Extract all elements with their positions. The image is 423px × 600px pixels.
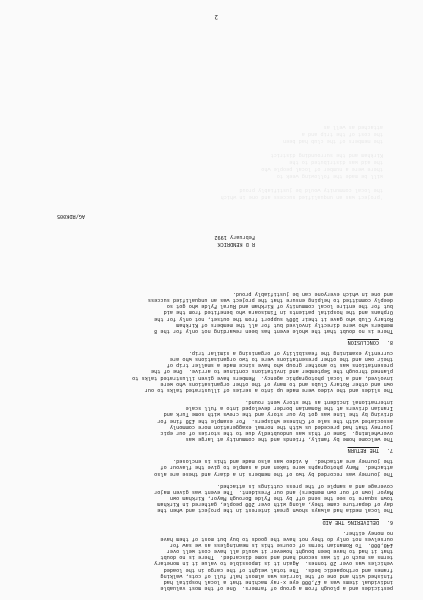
text-line: the aid was distributed to the (289, 159, 383, 165)
text-line: Kirkham and the surrounding district (270, 152, 383, 158)
signature-block (214, 233, 255, 247)
text-line: ourselves not only do they not have the goods to buy but most of them have (160, 535, 393, 542)
section-title: CONCLUSION (347, 338, 379, 345)
sections (24, 291, 393, 525)
text-line (24, 477, 393, 483)
text-line: there were a number of local people who (261, 166, 383, 172)
section-body (24, 291, 393, 334)
section-heading (24, 447, 393, 453)
text-line (43, 179, 383, 186)
text-line: the journey are attached. A video was also made and this is enclosed. (172, 458, 393, 465)
text-line: £40,000. To Romanian terms of course this is meaningless as we saw for (169, 542, 393, 549)
author-name: R D KENDRICK (217, 241, 255, 247)
text-line: attached. Many photographs were taken and a sample to give the flavour of (160, 464, 393, 471)
text-line: presentations was to another group who have since made a smaller trip of (166, 362, 393, 369)
text-line: Iranian drivers at the Romanian border developed into a full scale (185, 405, 393, 412)
text-line: terms as much of it was second hand and some discarded. There is no doubt (160, 554, 393, 561)
section-number: 7. (386, 447, 393, 454)
bleed-through-text (43, 20, 383, 200)
text-line: finished with and one of the lorries was almost half full of cots, walking (160, 572, 393, 579)
text-line: attached as well as (323, 124, 383, 130)
document-reference: AG/RDK005 (56, 213, 85, 219)
section-heading (24, 339, 393, 345)
text-line: journey that had preceded us with the normal exaggeration more commonly (169, 423, 393, 430)
text-line: but for the entire local community of Kirkham and Rural Fylde who got so (166, 303, 393, 310)
text-line: and one in which everyone can be justifiably proud. (232, 290, 393, 297)
text-line: 'project was an unqualified success and one in which (220, 194, 383, 200)
text-line: The journey was recorded by two of the members in a diary and these are also (154, 470, 393, 477)
text-line: Rotary Club who gave it their 100% support from the outset, not only for the (154, 315, 393, 322)
text-line: international incident as the story went round. (245, 399, 393, 406)
text-line: The welcome home by family, friends and the community at large was (185, 436, 393, 443)
page-number: 2 (214, 13, 218, 20)
text-line: pesticides and a plough from a group of farmers. One of the most valuable (160, 585, 393, 591)
text-line: Orphans and the hospital patients in Timisoara who benefited from the aid (163, 309, 393, 316)
section-body (24, 458, 393, 513)
document-body (24, 286, 393, 591)
text-line: the members of the club had been (283, 138, 383, 144)
text-line: overwhelming. Some of this was undoubtedly due to the stories of our epic (160, 429, 393, 436)
text-line: day of departure came they, along with over 200 people, gathered in Kirkham (157, 501, 393, 508)
text-line (43, 144, 383, 151)
section-number: 6. (386, 518, 393, 525)
text-line: planned through the September and invitations continue to arrive. One of the (150, 368, 393, 375)
text-line: members who were directly involved but for all the members of Kirkham (176, 321, 393, 328)
text-line: There is no doubt that the whole event has been rewarding not only for the 8 (154, 327, 393, 334)
text-line: that it had to have been bought however it would all have cost well over (166, 548, 393, 555)
text-line: Mayor (own of our own members) and our President. The event was given major (154, 489, 393, 496)
text-line: individual items was a £7,000 eye x-ray machine that a local hospital had (163, 578, 393, 585)
text-line: driving by the line was got by our story and the crews with some Turk and (163, 411, 393, 418)
text-line: their own and the other presentations were to two organisations who are (169, 356, 393, 363)
text-line: currently examining the feasibility of organising a similar trip. (188, 350, 393, 357)
section-number: 8. (386, 338, 393, 345)
text-line: the cost of the trip and a (301, 131, 383, 137)
text-line: vehicles was over 20 tonnes. Again it is impossible to value it in monetary (154, 560, 393, 567)
section-title: DELIVERING THE AID (322, 518, 379, 525)
text-line: the local community would be justifiably proud (239, 187, 383, 193)
text-line: The local media had always shown great interest in the project and when the (157, 507, 393, 514)
text-line: coverage and a sample of the press cuttings is attached. (216, 482, 393, 489)
text-line: deeply committed to helping ensure that the project was an unqualified success (147, 297, 393, 304)
opening-paragraph (24, 530, 393, 591)
text-line: will be made the following week to (276, 173, 383, 179)
text-line: The slides and the video were made up into a series of illustrated talks to our (144, 386, 393, 393)
text-line: town square to see the send off by the Fylde Borough Mayor, Kirkham own (169, 495, 393, 502)
text-line: associated with the sale of Chinese whispers. For example the £30 fine for (157, 417, 393, 424)
text-line: own and other Rotary Clubs and to many of the other organisations who were (160, 380, 393, 387)
text-line: involved, and a local photographic agency. Members have given illustrated talks to (132, 374, 393, 381)
section-heading (24, 518, 393, 524)
section-body (24, 350, 393, 442)
text-line: frames and orthopaedic beds. The total weight of the cargo in the loaded (163, 566, 393, 573)
text-line: no money either. (342, 529, 393, 536)
signature-date: February 1992 (214, 234, 255, 240)
section-title: THE RETURN (347, 447, 379, 454)
